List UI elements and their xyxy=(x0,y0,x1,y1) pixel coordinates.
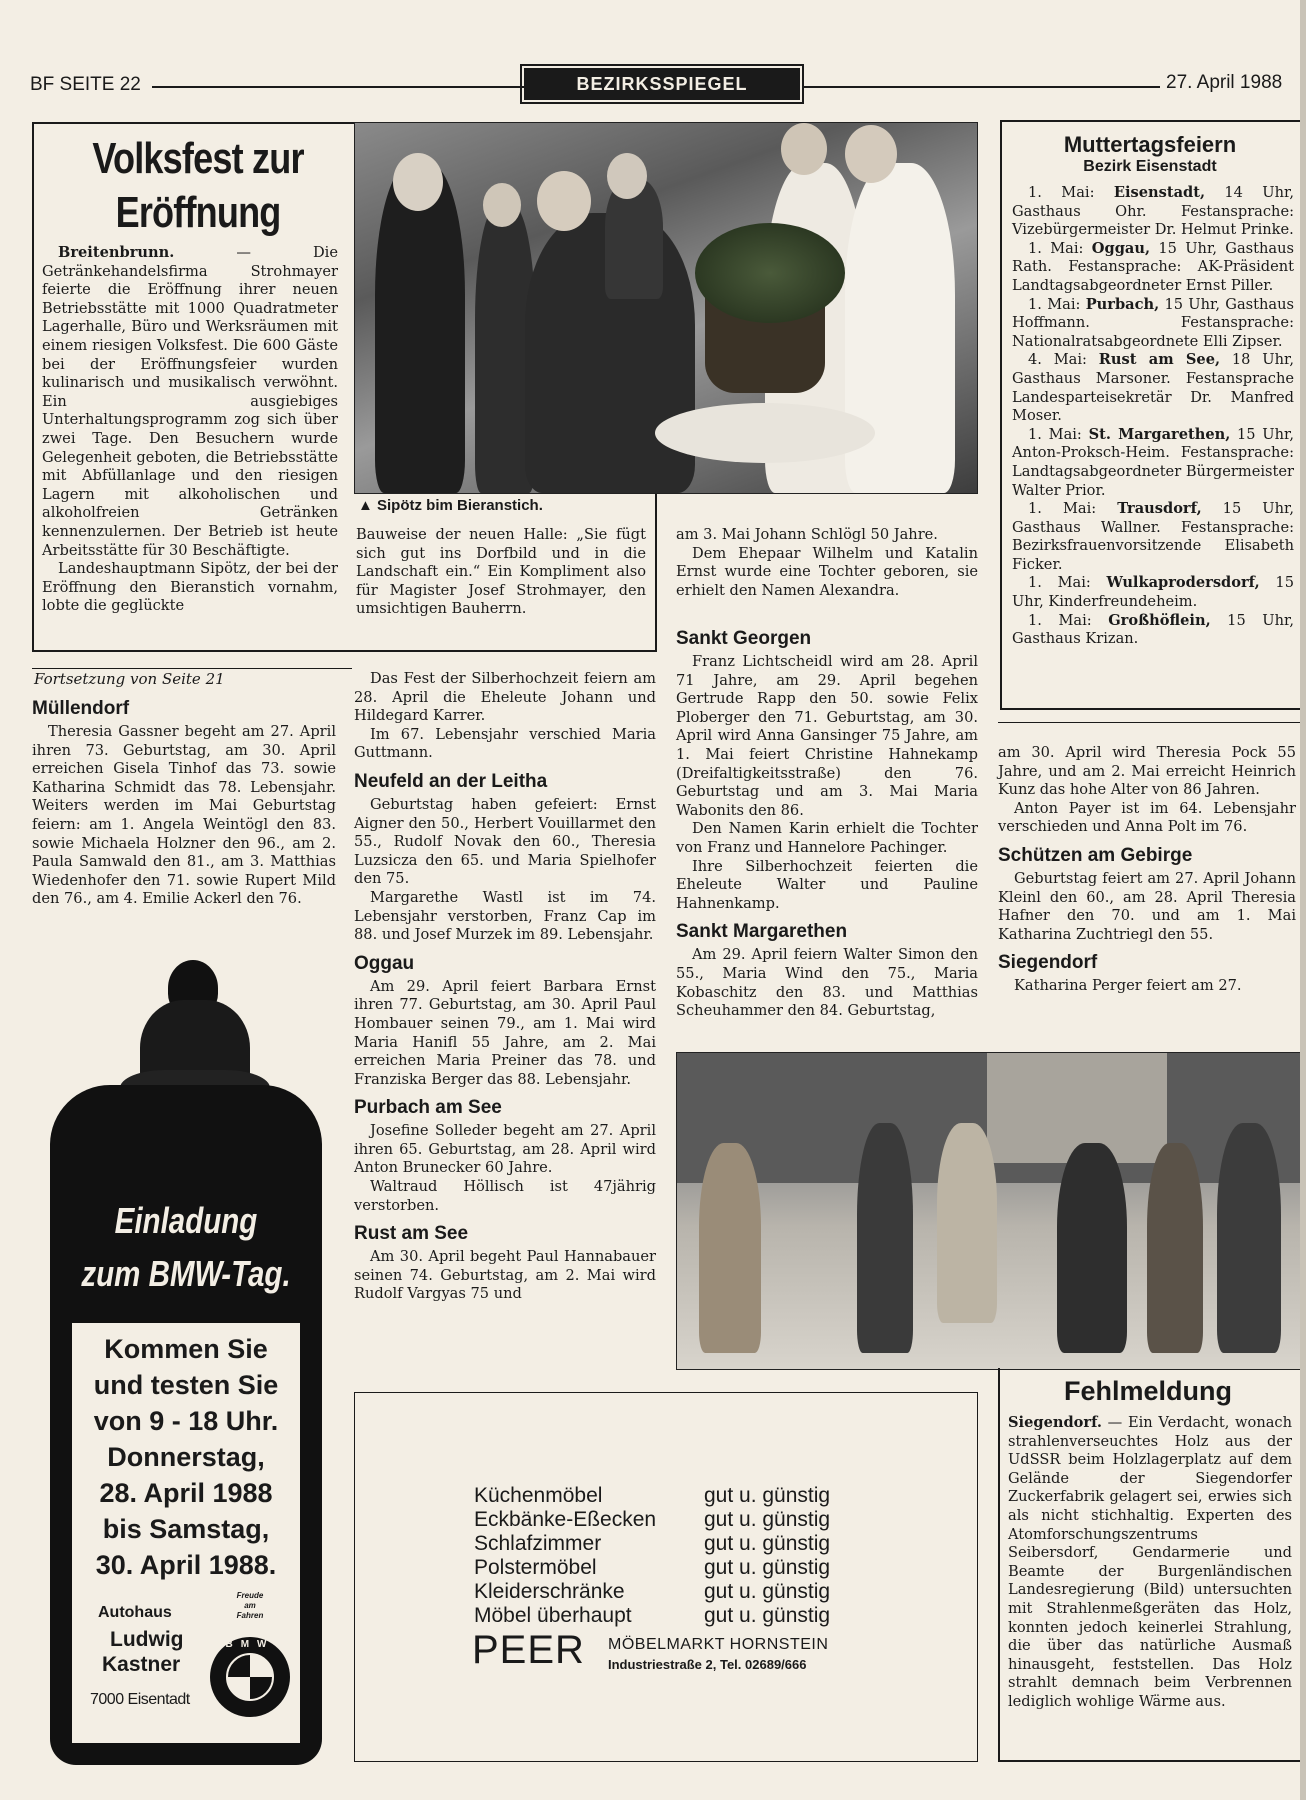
bmw-info-panel xyxy=(72,1323,300,1743)
schuetzen-head: Schützen am Gebirge xyxy=(998,844,1193,866)
bmw-body xyxy=(72,1331,300,1583)
muttertag-item: 1. Mai: Eisenstadt, 14 Uhr, Gasthaus Ohr. Festansprache: Vizebürgermeister Dr. Helmut Prinke. xyxy=(1012,184,1294,239)
officials-photo xyxy=(676,1052,1302,1370)
peer-brand: PEER xyxy=(472,1628,585,1672)
georgen-head: Sankt Georgen xyxy=(676,628,812,649)
volksfest-body: Breitenbrunn. — Die Getränkehandelsfirma Strohmayer feierte die Eröffnung ihrer neuen Betriebsstätte mit 1000 Quadratmeter Lagerhalle, Büro und Werksräumen mit einem riesigen Volksfest. Die 600 Gäste bei der Eröffnungsfeier wurden kulinarisch und musikalisch verwöhnt. Ein ausgiebiges Unterhaltungsprogramm zog sich über zwei Tage. Den Besuchern wurde Gelegenheit geboten, die Betriebsstätte mit Abfüllanlage und den riesigen Lagern mit alkoholischen und alkoholfreien Getränken kennenzulernen. Der Betrieb ist heute Arbeitsstätte für 30 Beschäftigte. Landeshauptmann Sipötz, der bei der Eröffnung den Bieranstich vornahm, lobte die geglückte xyxy=(42,244,338,615)
col2-lower: Das Fest der Silberhochzeit feiern am 28. April die Eheleute Johann und Hildegard Karrer. Im 67. Lebensjahr verschied Maria Guttmann. Neufeld an der Leitha Geburtstag haben gefeiert: Ernst Aigner den 50., Herbert Vouillarmet den 55., Rudolf Novak den 60., Theresia Luzsicza den 65. und Maria Spielhofer den 75. Margarethe Wastl ist im 74. Lebensjahr verstorben, Franz Cap im 88. und Josef Murzek im 89. Lebensjahr. Oggau Am 29. April feiert Barbara Ernst ihren 77. Geburtstag, am 30. April Paul Hombauer seinen 79., am 1. Mai wird Maria Hanifl 55 Jahre, am 2. Mai erreichen Maria Preiner das 78. und Franziska Berger das 88. Lebensjahr. Purbach am See Josefine Solleder begeht am 27. April ihren 65. Geburtstag, am 28. April wird Anton Brunecker 60 Jahre. Waltraud Höllisch ist 47jährig verstorben. Rust am See Am 30. April begeht Paul Hannabauer seinen 74. Geburtstag, am 2. Mai wird Rudolf Vargyas 75 und xyxy=(354,670,656,1303)
page-date: 27. April 1988 xyxy=(1166,72,1283,93)
peer-item: Möbel überhaupt xyxy=(474,1604,632,1627)
volksfest-dateline: Breitenbrunn. xyxy=(58,244,175,261)
purbach-head: Purbach am See xyxy=(354,1097,502,1119)
bmw-body-line: von 9 - 18 Uhr. xyxy=(93,1406,279,1436)
bmw-logo xyxy=(210,1637,290,1717)
col3-top: am 3. Mai Johann Schlögl 50 Jahre. Dem Ehepaar Wilhelm und Katalin Ernst wurde eine Tochter geboren, sie erhielt den Namen Alexandra. xyxy=(676,526,978,599)
page-edge xyxy=(1300,0,1306,1800)
peer-row xyxy=(474,1556,914,1580)
muttertag-item: 1. Mai: Großhöflein, 15 Uhr, Gasthaus Krizan. xyxy=(1012,611,1294,648)
peer-rows xyxy=(474,1484,914,1628)
peer-address: Industriestraße 2, Tel. 02689/666 xyxy=(608,1657,807,1672)
muttertag-subtitle: Bezirk Eisenstadt xyxy=(1083,158,1217,175)
bmw-slogan-word: Fahren xyxy=(236,1611,264,1620)
peer-claim: gut u. günstig xyxy=(704,1556,831,1579)
bmw-city: 7000 Eisentadt xyxy=(90,1691,190,1708)
margarethen-head: Sankt Margarethen xyxy=(676,921,848,943)
bmw-title-2: zum BMW-Tag. xyxy=(81,1253,291,1294)
col4-rule xyxy=(998,722,1300,723)
fortsetzung-rule xyxy=(32,668,352,669)
bieranstich-photo xyxy=(354,122,978,494)
section-title: BEZIRKSSPIEGEL xyxy=(524,68,800,100)
bmw-title-1: Einladung xyxy=(114,1200,258,1241)
peer-claim: gut u. günstig xyxy=(704,1580,831,1603)
bmw-body-line: Donnerstag, xyxy=(107,1442,265,1472)
peer-row xyxy=(474,1532,914,1556)
muttertag-item: 1. Mai: Oggau, 15 Uhr, Gasthaus Rath. Festansprache: AK-Präsident Landtagsabgeordneter Ernst Piller. xyxy=(1012,239,1294,294)
bmw-slogan-word: am xyxy=(244,1601,256,1610)
col1-lower: Müllendorf Theresia Gassner begeht am 27. April ihren 73. Geburtstag, am 30. April erreichen Gisela Tinhof das 73. sowie Katharina Schmidt das 78. Lebensjahr. Weiters werden im Mai Geburtstag feiern: am 1. Angela Weintögl den 83. sowie Michaela Holzner den 96., am 2. Paula Samwald den 81., am 3. Matthias Wiedenhofer den 71. sowie Rupert Mild den 76., am 4. Emilie Ackerl den 76. xyxy=(32,698,336,908)
bmw-body-line: bis Samstag, xyxy=(102,1514,270,1544)
bmw-body-line: Kommen Sie xyxy=(104,1334,268,1364)
col3-lower: Sankt Georgen Franz Lichtscheidl wird am 28. April 71 Jahre, am 29. April begehen Gertrude Rapp den 50. sowie Felix Ploberger den 71. Geburtstag, am 30. April wird Anna Gansinger 75 Jahre, am 1. Mai feiert Christine Hahnekamp (Dreifaltigkeitsstraße) den 76. Geburtstag und am 3. Mai Maria Wabonits den 86. Den Namen Karin erhielt die Tochter von Franz und Hannelore Pachinger. Ihre Silberhochzeit feierten die Eheleute Walter und Pauline Hahnenkamp. Sankt Margarethen Am 29. April feiern Walter Simon den 55., Maria Wind den 75., Maria Kobaschitz den 83. und Matthias Scheuhammer den 84. Geburtstag, xyxy=(676,628,978,1020)
bmw-logo-text: BMW xyxy=(225,1639,275,1650)
oggau-head: Oggau xyxy=(354,952,415,974)
page-folio: BF SEITE 22 xyxy=(30,74,141,95)
bmw-dealer-2: Ludwig xyxy=(110,1628,184,1651)
rust-head: Rust am See xyxy=(354,1223,469,1245)
peer-item: Küchenmöbel xyxy=(474,1484,603,1507)
volksfest-headline-line1: Volksfest zur xyxy=(92,134,304,183)
fehlmeldung-body: Siegendorf. — Ein Verdacht, wonach strahlenverseuchtes Holz aus der UdSSR beim Holzlagerplatz auf dem Gelände der Siegendorfer Zuckerfabrik gelagert sei, erwies sich als nicht stichhaltig. Experten des Atomforschungszentrums Seibersdorf, Gendarmerie und Beamte der Burgenländischen Landesregierung (Bild) untersuchten mit Strahlenmeßgeräten das Holz, konnten jedoch keinerlei Strahlung, die über das natürliche Ausmaß hinausgeht, feststellen. Das Holz strahlt demnach beim Verbrennen lediglich wohlige Wärme aus. xyxy=(1008,1414,1292,1710)
peer-row xyxy=(474,1580,914,1604)
peer-claim: gut u. günstig xyxy=(704,1508,831,1531)
bmw-body-line: und testen Sie xyxy=(93,1370,279,1400)
volksfest-headline-line2: Eröffnung xyxy=(115,188,281,237)
peer-claim: gut u. günstig xyxy=(704,1604,831,1627)
fehlmeldung-title: Fehlmeldung xyxy=(1064,1376,1232,1406)
volksfest-headline xyxy=(48,132,348,240)
muttertag-item: 1. Mai: St. Margarethen, 15 Uhr, Anton-Proksch-Heim. Festansprache: Landtagsabgeordneter Bürgermeister Walter Prior. xyxy=(1012,425,1295,499)
peer-brand-sub: MÖBELMARKT HORNSTEIN xyxy=(608,1636,829,1653)
peer-item: Schlafzimmer xyxy=(474,1532,602,1555)
volksfest-col2: Bauweise der neuen Halle: „Sie fügt sich gut ins Dorfbild und in die Landschaft ein.“ Ein Kompliment also für Magister Josef Strohmayer, den umsichtigen Bauherrn. xyxy=(356,526,646,618)
fortsetzung-note: Fortsetzung von Seite 21 xyxy=(34,670,225,688)
muellendorf-head: Müllendorf xyxy=(32,698,130,719)
col4-lower: am 30. April wird Theresia Pock 55 Jahre, und am 2. Mai erreicht Heinrich Kunz das hohe Alter von 86 Jahren. Anton Payer ist im 64. Lebensjahr verschieden und Anna Polt im 76. Schützen am Gebirge Geburtstag feiert am 27. April Johann Kleinl den 60., am 28. April Theresia Hafner den 70. und am 1. Mai Katharina Zuchtriegl den 55. Siegendorf Katharina Perger feiert am 27. xyxy=(998,744,1296,995)
bmw-dealer-3: Kastner xyxy=(102,1653,181,1676)
muttertag-item: 1. Mai: Purbach, 15 Uhr, Gasthaus Hoffmann. Festansprache: Nationalratsabgeordnete Elli Zipser. xyxy=(1012,295,1294,350)
peer-claim: gut u. günstig xyxy=(704,1532,831,1555)
peer-item: Kleiderschränke xyxy=(474,1580,625,1603)
peer-item: Eckbänke-Eßecken xyxy=(474,1508,657,1531)
header-rule-right xyxy=(804,86,1160,88)
muttertag-item: 1. Mai: Wulkaprodersdorf, 15 Uhr, Kinderfreundeheim. xyxy=(1012,574,1294,611)
bmw-body-line: 30. April 1988. xyxy=(95,1550,277,1580)
photo-caption: ▲ Sipötz bim Bieranstich. xyxy=(358,497,543,514)
siegendorf-head: Siegendorf xyxy=(998,952,1098,974)
header-rule-left xyxy=(152,86,524,88)
bmw-slogan-word: Freude xyxy=(236,1591,264,1600)
muttertag-item: 4. Mai: Rust am See, 18 Uhr, Gasthaus Marsoner. Festansprache Landesparteisekretär Dr. Manfred Moser. xyxy=(1012,351,1294,425)
bmw-slogan xyxy=(230,1591,270,1621)
muttertag-title: Muttertagsfeiern xyxy=(1063,132,1237,157)
peer-row xyxy=(474,1604,914,1628)
peer-row xyxy=(474,1484,914,1508)
bmw-dealer-1: Autohaus xyxy=(98,1604,172,1621)
bmw-body-line: 28. April 1988 xyxy=(99,1478,273,1508)
bmw-ad xyxy=(50,1085,322,1765)
neufeld-head: Neufeld an der Leitha xyxy=(354,770,548,792)
muttertag-item: 1. Mai: Trausdorf, 15 Uhr, Gasthaus Wallner. Festansprache: Bezirksfrauenvorsitzende Elisabeth Ficker. xyxy=(1012,500,1294,573)
muttertag-list xyxy=(1012,184,1294,649)
fehlmeldung-dateline: Siegendorf. xyxy=(1008,1414,1102,1431)
peer-row xyxy=(474,1508,914,1532)
peer-item: Polstermöbel xyxy=(474,1556,597,1579)
peer-claim: gut u. günstig xyxy=(704,1484,831,1507)
